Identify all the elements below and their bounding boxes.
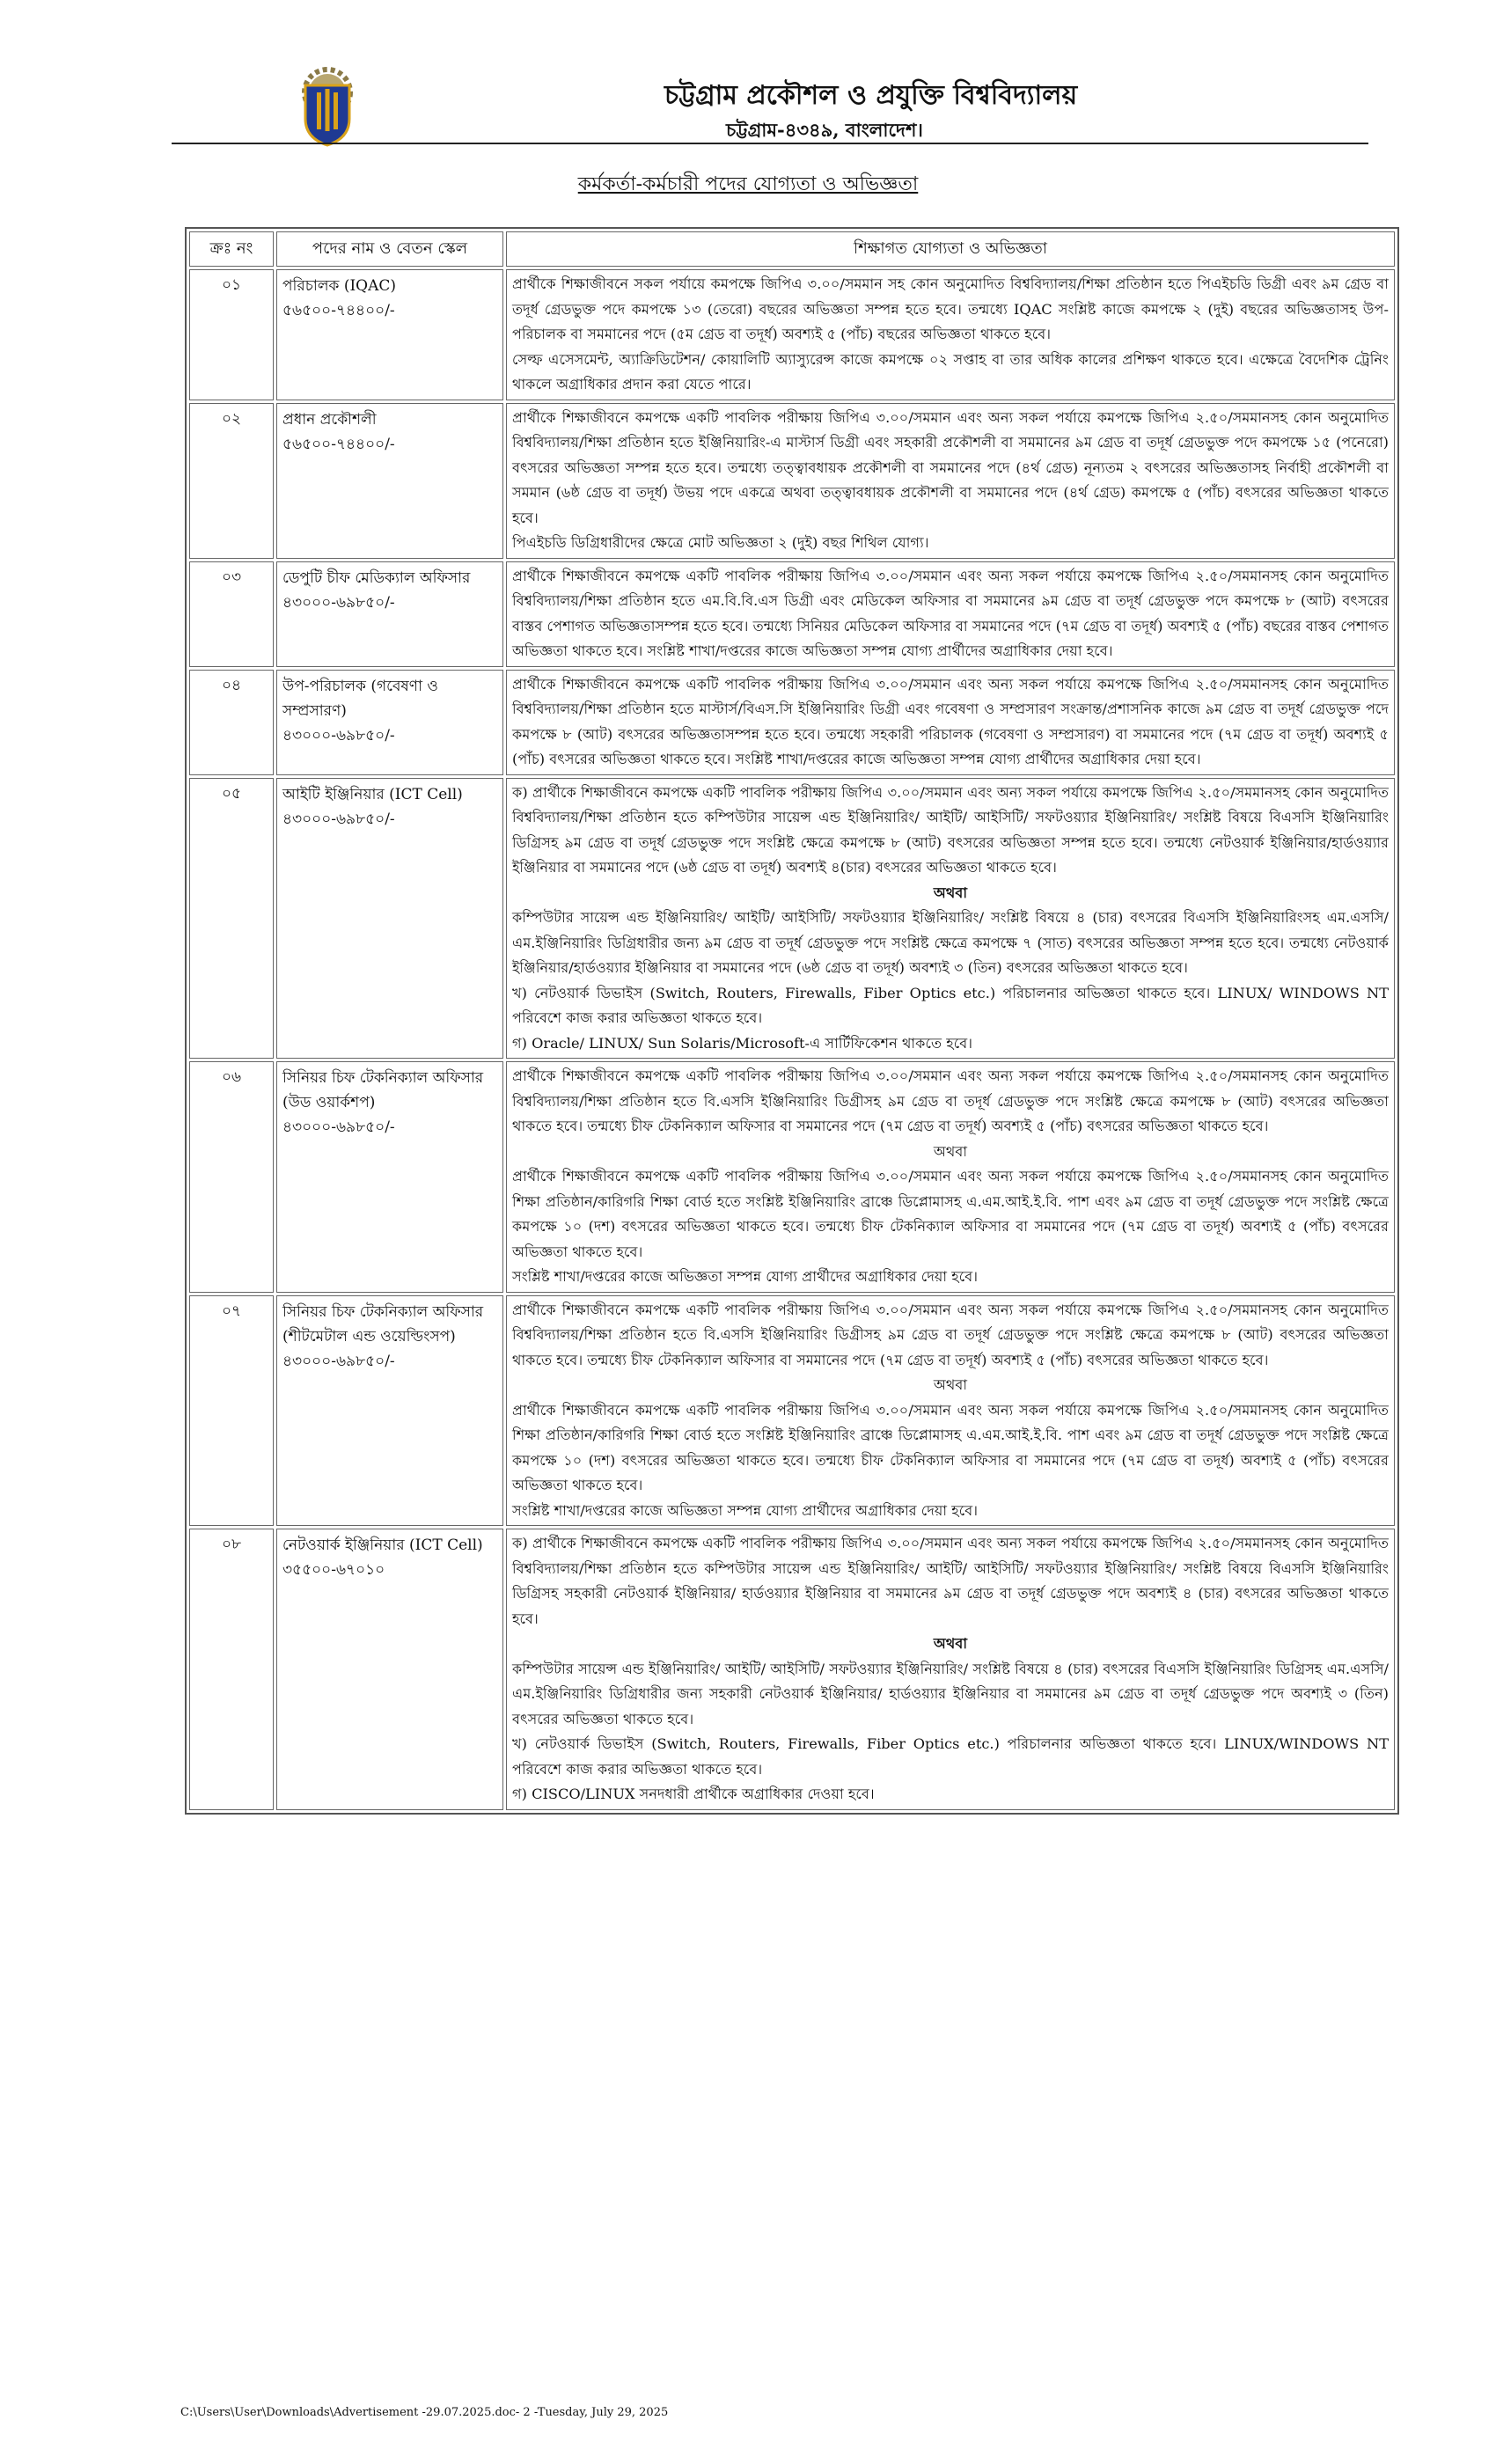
post-name: উপ-পরিচালক (গবেষণা ও সম্প্রসারণ) [282,677,438,720]
serial-number: ০২ [189,403,274,559]
qualification-cell [506,561,1395,667]
qualification-table [185,227,1399,1815]
qualification-paragraph: সেল্ফ এসেসমেন্ট, অ্যাক্রিডিটেশন/ কোয়ালিটি অ্যাস্যুরেন্স কাজে কমপক্ষে ০২ সপ্তাহ বা তার অধিক কালের প্রশিক্ষণ থাকতে হবে। এক্ষেত্রে বৈদেশিক ট্রেনিং থাকলে অগ্রাধিকার প্রদান করা যেতে পারে। [512,350,1389,392]
post-cell [276,778,503,1060]
serial-number: ০৪ [189,670,274,775]
post-cell [276,1061,503,1293]
qualification-cell [506,1295,1395,1527]
qualification-paragraph: প্রার্থীকে শিক্ষাজীবনে কমপক্ষে একটি পাবলিক পরীক্ষায় জিপিএ ৩.০০/সমমান এবং অন্য সকল পর্যায়ে কমপক্ষে জিপিএ ২.৫০/সমমানসহ কোন অনুমোদিত শিক্ষা প্রতিষ্ঠান/কারিগরি শিক্ষা বোর্ড হতে সংশ্লিষ্ট ইঞ্জিনিয়ারিং ব্রাঞ্চে ডিপ্লোমাসহ এ.এম.আই.ই.বি. পাশ এবং ৯ম গ্রেড বা তদূর্ধ গ্রেডভুক্ত পদে সংশ্লিষ্ট ক্ষেত্রে কমপক্ষে ১০ (দশ) বৎসরের অভিজ্ঞতা থাকতে হবে। তন্মধ্যে চীফ টেকনিক্যাল অফিসার বা সমমানের পদে (৭ম গ্রেড বা তদূর্ধ) অবশ্যই ৫ (পাঁচ) বৎসরের অভিজ্ঞতা থাকতে হবে। [512,1168,1389,1260]
post-cell [276,1295,503,1527]
post-name: আইটি ইঞ্জিনিয়ার (ICT Cell) [282,785,463,803]
page-title: কর্মকর্তা-কর্মচারী পদের যোগ্যতা ও অভিজ্ঞতা [577,173,919,195]
or-separator: অথবা [933,1142,968,1160]
pay-scale: ৫৬৫০০-৭৪৪০০/- [282,302,395,319]
table-body [189,269,1395,1810]
qualification-paragraph: প্রার্থীকে শিক্ষাজীবনে কমপক্ষে একটি পাবলিক পরীক্ষায় জিপিএ ৩.০০/সমমান এবং অন্য সকল পর্যায়ে কমপক্ষে জিপিএ ২.৫০/সমমানসহ কোন অনুমোদিত বিশ্ববিদ্যালয়/শিক্ষা প্রতিষ্ঠান হতে এম.বি.বি.এস ডিগ্রী এবং মেডিকেল অফিসার বা সমমানের ৯ম গ্রেড বা তদূর্ধ গ্রেডভুক্ত পদে কমপক্ষে ৮ (আট) বৎসরের বাস্তব পেশাগত অভিজ্ঞতাসম্পন্ন হতে হবে। তন্মধ্যে সিনিয়র মেডিকেল অফিসার বা সমমানের পদে (৭ম গ্রেড বা তদূর্ধ) অবশ্যই ৫ (পাঁচ) বছরের বাস্তব পেশাগত অভিজ্ঞতা থাকতে হবে। সংশ্লিষ্ট শাখা/দপ্তরের কাজে অভিজ্ঞতা সম্পন্ন যোগ্য প্রার্থীদের অগ্রাধিকার দেয়া হবে। [512,567,1389,659]
post-cell [276,1529,503,1810]
qualification-paragraph: ক) প্রার্থীকে শিক্ষাজীবনে কমপক্ষে একটি পাবলিক পরীক্ষায় জিপিএ ৩.০০/সমমান এবং অন্য সকল পর্যায়ে কমপক্ষে জিপিএ ২.৫০/সমমানসহ কোন অনুমোদিত বিশ্ববিদ্যালয়/শিক্ষা প্রতিষ্ঠান হতে কম্পিউটার সায়েন্স এন্ড ইঞ্জিনিয়ারিং/ আইটি/ আইসিটি/ সফটওয়্যার ইঞ্জিনিয়ারিং/ সংশ্লিষ্ট বিষয়ে বিএসসি ইঞ্জিনিয়ারিং ডিগ্রিসহ সহকারী নেটওয়ার্ক ইঞ্জিনিয়ার/ হার্ডওয়্যার ইঞ্জিনিয়ার বা সমমানের ৯ম গ্রেড বা তদূর্ধ গ্রেডভুক্ত পদে অবশ্যই ৪ (চার) বৎসরের অভিজ্ঞতা থাকতে হবে। [512,1535,1389,1627]
serial-number: ০১ [189,269,274,400]
qualification-paragraph: সংশ্লিষ্ট শাখা/দপ্তরের কাজে অভিজ্ঞতা সম্পন্ন যোগ্য প্রার্থীদের অগ্রাধিকার দেয়া হবে। [512,1268,979,1285]
post-name: সিনিয়র চিফ টেকনিক্যাল অফিসার (শীটমেটাল এন্ড ওয়েল্ডিংসপ) [282,1302,484,1346]
qualification-cell [506,403,1395,559]
serial-number: ০৭ [189,1295,274,1527]
pay-scale: ৪৩০০০-৬৯৮৫০/- [282,1352,395,1370]
university-address: চট্টগ্রাম-৪৩৪৯, বাংলাদেশ। [726,119,923,141]
table-row [189,269,1395,400]
pay-scale: ৪৩০০০-৬৯৮৫০/- [282,726,395,744]
or-separator: অথবা [933,884,968,901]
university-name: চট্টগ্রাম প্রকৌশল ও প্রযুক্তি বিশ্ববিদ্যালয় [664,80,1078,111]
post-cell [276,403,503,559]
pay-scale: ৪৩০০০-৬৯৮৫০/- [282,593,395,612]
qualification-paragraph: কম্পিউটার সায়েন্স এন্ড ইঞ্জিনিয়ারিং/ আইটি/ আইসিটি/ সফটওয়্যার ইঞ্জিনিয়ারিং/ সংশ্লিষ্ট বিষয়ে ৪ (চার) বৎসরের বিএসসি ইঞ্জিনিয়ারিংসহ এম.এসসি/ এম.ইঞ্জিনিয়ারিং ডিগ্রিধারীর জন্য ৯ম গ্রেড বা তদূর্ধ গ্রেডভুক্ত পদে সংশ্লিষ্ট ক্ষেত্রে কমপক্ষে ৭ (সাত) বৎসরের অভিজ্ঞতা সম্পন্ন হতে হবে। তন্মধ্যে নেটওয়ার্ক ইঞ্জিনিয়ার/হার্ডওয়্যার ইঞ্জিনিয়ার বা সমমানের পদে (৬ষ্ঠ গ্রেড বা তদূর্ধ) অবশ্যই ৩ (তিন) বৎসরের অভিজ্ঞতা থাকতে হবে। [512,909,1389,976]
qualification-cell [506,1529,1395,1810]
table-row [189,403,1395,559]
table-row [189,670,1395,775]
qualification-paragraph: সংশ্লিষ্ট শাখা/দপ্তরের কাজে অভিজ্ঞতা সম্পন্ন যোগ্য প্রার্থীদের অগ্রাধিকার দেয়া হবে। [512,1501,979,1519]
qualification-paragraph: কম্পিউটার সায়েন্স এন্ড ইঞ্জিনিয়ারিং/ আইটি/ আইসিটি/ সফটওয়্যার ইঞ্জিনিয়ারিং/ সংশ্লিষ্ট বিষয়ে ৪ (চার) বৎসরের বিএসসি ইঞ্জিনিয়ারিং ডিগ্রিসহ এম.এসসি/ এম.ইঞ্জিনিয়ারিং ডিগ্রিধারীর জন্য সহকারী নেটওয়ার্ক ইঞ্জিনিয়ার/ হার্ডওয়্যার ইঞ্জিনিয়ার বা সমমানের ৯ম গ্রেড বা তদূর্ধ গ্রেডভুক্ত পদে অবশ্যই ৩ (তিন) বৎসরের অভিজ্ঞতা থাকতে হবে। [512,1660,1389,1727]
serial-number: ০৫ [189,778,274,1060]
qualification-cell [506,269,1395,400]
post-cell [276,269,503,400]
or-separator: অথবা [933,1376,968,1393]
or-separator: অথবা [933,1635,968,1652]
header-divider [172,143,1368,144]
qualification-paragraph: প্রার্থীকে শিক্ষাজীবনে কমপক্ষে একটি পাবলিক পরীক্ষায় জিপিএ ৩.০০/সমমান এবং অন্য সকল পর্যায়ে কমপক্ষে জিপিএ ২.৫০/সমমানসহ কোন অনুমোদিত বিশ্ববিদ্যালয়/শিক্ষা প্রতিষ্ঠান হতে বি.এসসি ইঞ্জিনিয়ারিং ডিগ্রীসহ ৯ম গ্রেড বা তদূর্ধ গ্রেডভুক্ত পদে সংশ্লিষ্ট ক্ষেত্রে কমপক্ষে ৮ (আট) বৎসরের অভিজ্ঞতা থাকতে হবে। তন্মধ্যে চীফ টেকনিক্যাল অফিসার বা সমমানের পদে (৭ম গ্রেড বা তদূর্ধ) অবশ্যই ৫ (পাঁচ) বৎসরের অভিজ্ঞতা থাকতে হবে। [512,1067,1389,1134]
letterhead [172,53,1368,150]
pay-scale: ৫৬৫০০-৭৪৪০০/- [282,435,395,453]
qualification-paragraph: প্রার্থীকে শিক্ষাজীবনে সকল পর্যায়ে কমপক্ষে জিপিএ ৩.০০/সমমান সহ কোন অনুমোদিত বিশ্ববিদ্যালয়/শিক্ষা প্রতিষ্ঠান হতে পিএইচডি ডিগ্রী এবং ৯ম গ্রেড বা তদূর্ধ গ্রেডভুক্ত পদে কমপক্ষে ১৩ (তেরো) বছরের অভিজ্ঞতা সম্পন্ন হতে হবে। তন্মধ্যে IQAC সংশ্লিষ্ট কাজে কমপক্ষে ২ (দুই) বছরের অভিজ্ঞতাসহ উপ-পরিচালক বা সমমানের পদে (৫ম গ্রেড বা তদূর্ধ) অবশ্যই ৫ (পাঁচ) বছরের অভিজ্ঞতা থাকতে হবে। [512,275,1389,342]
file-path-footer: C:\Users\User\Downloads\Advertisement -29.07.2025.doc- 2 -Tuesday, July 29, 2025 [180,2406,669,2419]
qualification-paragraph: প্রার্থীকে শিক্ষাজীবনে কমপক্ষে একটি পাবলিক পরীক্ষায় জিপিএ ৩.০০/সমমান এবং অন্য সকল পর্যায়ে কমপক্ষে জিপিএ ২.৫০/সমমানসহ কোন অনুমোদিত বিশ্ববিদ্যালয়/শিক্ষা প্রতিষ্ঠান হতে মাস্টার্স/বিএস.সি ইঞ্জিনিয়ারিং ডিগ্রী এবং গবেষণা ও সম্প্রসারণ সংক্রান্ত/প্রশাসনিক কাজে ৯ম গ্রেড বা তদূর্ধ গ্রেডভুক্ত পদে কমপক্ষে ৮ (আট) বৎসরের অভিজ্ঞতাসম্পন্ন হতে হবে। তন্মধ্যে সহকারী পরিচালক (গবেষণা ও সম্প্রসারণ) বা সমমানের পদে (৭ম গ্রেড বা তদূর্ধ) অবশ্যই ৫ (পাঁচ) বৎসরের অভিজ্ঞতা থাকতে হবে। সংশ্লিষ্ট শাখা/দপ্তরের কাজে অভিজ্ঞতা সম্পন্ন যোগ্য প্রার্থীদের অগ্রাধিকার দেয়া হবে। [512,675,1389,767]
serial-number: ০৩ [189,561,274,667]
pay-scale: ৪৩০০০-৬৯৮৫০/- [282,1118,395,1136]
qualification-cell [506,670,1395,775]
table-row [189,1295,1395,1527]
university-logo [295,66,360,147]
header-post: পদের নাম ও বেতন স্কেল [276,231,503,267]
table-row [189,1061,1395,1293]
post-name: ডেপুটি চীফ মেডিক্যাল অফিসার [282,568,471,587]
post-name: পরিচালক (IQAC) [282,277,397,295]
qualification-cell [506,1061,1395,1293]
post-name: প্রধান প্রকৌশলী [282,410,377,429]
qualification-cell [506,778,1395,1060]
serial-number: ০৮ [189,1529,274,1810]
post-cell [276,670,503,775]
qualification-paragraph: পিএইচডি ডিগ্রিধারীদের ক্ষেত্রে মোট অভিজ্ঞতা ২ (দুই) বছর শিথিল যোগ্য। [512,534,929,551]
qualification-paragraph: গ) Oracle/ LINUX/ Sun Solaris/Microsoft-এ সার্টিফিকেশন থাকতে হবে। [512,1034,973,1052]
qualification-paragraph: খ) নেটওয়ার্ক ডিভাইস (Switch, Routers, Firewalls, Fiber Optics etc.) পরিচালনার অভিজ্ঞতা থাকতে হবে। LINUX/WINDOWS NT পরিবেশে কাজ করার অভিজ্ঞতা থাকতে হবে। [512,1735,1389,1778]
post-name: নেটওয়ার্ক ইঞ্জিনিয়ার (ICT Cell) [282,1536,483,1554]
post-cell [276,561,503,667]
qualification-paragraph: খ) নেটওয়ার্ক ডিভাইস (Switch, Routers, Firewalls, Fiber Optics etc.) পরিচালনার অভিজ্ঞতা থাকতে হবে। LINUX/ WINDOWS NT পরিবেশে কাজ করার অভিজ্ঞতা থাকতে হবে। [512,984,1389,1026]
header-qualification: শিক্ষাগত যোগ্যতা ও অভিজ্ঞতা [506,231,1395,267]
qualification-table-wrapper [185,227,1399,1815]
table-row [189,561,1395,667]
header-serial: ক্রঃ নং [189,231,274,267]
serial-number: ০৬ [189,1061,274,1293]
post-name: সিনিয়র চিফ টেকনিক্যাল অফিসার (উড ওয়ার্কশপ) [282,1069,484,1111]
qualification-paragraph: গ) CISCO/LINUX সনদধারী প্রার্থীকে অগ্রাধিকার দেওয়া হবে। [512,1786,875,1802]
qualification-paragraph: প্রার্থীকে শিক্ষাজীবনে কমপক্ষে একটি পাবলিক পরীক্ষায় জিপিএ ৩.০০/সমমান এবং অন্য সকল পর্যায়ে কমপক্ষে জিপিএ ২.৫০/সমমানসহ কোন অনুমোদিত শিক্ষা প্রতিষ্ঠান/কারিগরি শিক্ষা বোর্ড হতে সংশ্লিষ্ট ইঞ্জিনিয়ারিং ব্রাঞ্চে ডিপ্লোমাসহ এ.এম.আই.ই.বি. পাশ এবং ৯ম গ্রেড বা তদূর্ধ গ্রেডভুক্ত পদে সংশ্লিষ্ট ক্ষেত্রে কমপক্ষে ১০ (দশ) বৎসরের অভিজ্ঞতা থাকতে হবে। তন্মধ্যে চীফ টেকনিক্যাল অফিসার বা সমমানের পদে (৭ম গ্রেড বা তদূর্ধ) অবশ্যই ৫ (পাঁচ) বৎসরের অভিজ্ঞতা থাকতে হবে। [512,1401,1389,1493]
qualification-paragraph: প্রার্থীকে শিক্ষাজীবনে কমপক্ষে একটি পাবলিক পরীক্ষায় জিপিএ ৩.০০/সমমান এবং অন্য সকল পর্যায়ে কমপক্ষে জিপিএ ২.৫০/সমমানসহ কোন অনুমোদিত বিশ্ববিদ্যালয়/শিক্ষা প্রতিষ্ঠান হতে বি.এসসি ইঞ্জিনিয়ারিং ডিগ্রীসহ ৯ম গ্রেড বা তদূর্ধ গ্রেডভুক্ত পদে সংশ্লিষ্ট ক্ষেত্রে কমপক্ষে ৮ (আট) বৎসরের অভিজ্ঞতা থাকতে হবে। তন্মধ্যে চীফ টেকনিক্যাল অফিসার বা সমমানের পদে (৭ম গ্রেড বা তদূর্ধ) অবশ্যই ৫ (পাঁচ) বৎসরের অভিজ্ঞতা থাকতে হবে। [512,1301,1389,1368]
qualification-paragraph: প্রার্থীকে শিক্ষাজীবনে কমপক্ষে একটি পাবলিক পরীক্ষায় জিপিএ ৩.০০/সমমান এবং অন্য সকল পর্যায়ে কমপক্ষে জিপিএ ২.৫০/সমমানসহ কোন অনুমোদিত বিশ্ববিদ্যালয়/শিক্ষা প্রতিষ্ঠান হতে ইঞ্জিনিয়ারিং-এ মাস্টার্স ডিগ্রী এবং সহকারী প্রকৌশলী বা সমমানের ৯ম গ্রেড বা তদূর্ধ গ্রেডভুক্ত পদে কমপক্ষে ১৫ (পনেরো) বৎসরের অভিজ্ঞতা সম্পন্ন হতে হবে। তন্মধ্যে তত্ত্বাবধায়ক প্রকৌশলী বা সমমানের পদে (৪র্থ গ্রেড) নূন্যতম ২ বৎসরের অভিজ্ঞতাসহ নির্বাহী প্রকৌশলী বা সমমান (৬ষ্ঠ গ্রেড বা তদূর্ধ) উভয় পদে একত্রে অথবা তত্ত্বাবধায়ক প্রকৌশলী বা সমমানের পদে (৪র্থ গ্রেড) কমপক্ষে ৫ (পাঁচ) বৎসরের অভিজ্ঞতা থাকতে হবে। [512,408,1389,526]
qualification-paragraph: ক) প্রার্থীকে শিক্ষাজীবনে কমপক্ষে একটি পাবলিক পরীক্ষায় জিপিএ ৩.০০/সমমান এবং অন্য সকল পর্যায়ে কমপক্ষে জিপিএ ২.৫০/সমমানসহ কোন অনুমোদিত বিশ্ববিদ্যালয়/শিক্ষা প্রতিষ্ঠান হতে কম্পিউটার সায়েন্স এন্ড ইঞ্জিনিয়ারিং/ আইটি/ আইসিটি/ সফটওয়্যার ইঞ্জিনিয়ারিং/ সংশ্লিষ্ট বিষয়ে বিএসসি ইঞ্জিনিয়ারিং ডিগ্রিসহ ৯ম গ্রেড বা তদূর্ধ গ্রেডভুক্ত পদে সংশ্লিষ্ট ক্ষেত্রে কমপক্ষে ৮ (আট) বৎসরের অভিজ্ঞতা সম্পন্ন হতে হবে। তন্মধ্যে নেটওয়ার্ক ইঞ্জিনিয়ার/হার্ডওয়্যার ইঞ্জিনিয়ার বা সমমানের পদে (৬ষ্ঠ গ্রেড বা তদূর্ধ) অবশ্যই ৪(চার) বৎসরের অভিজ্ঞতা থাকতে হবে। [512,783,1389,876]
table-row [189,1529,1395,1810]
pay-scale: ৩৫৫০০-৬৭০১০ [282,1561,385,1579]
pay-scale: ৪৩০০০-৬৯৮৫০/- [282,810,395,828]
table-row [189,778,1395,1060]
table-header-row [189,231,1395,267]
